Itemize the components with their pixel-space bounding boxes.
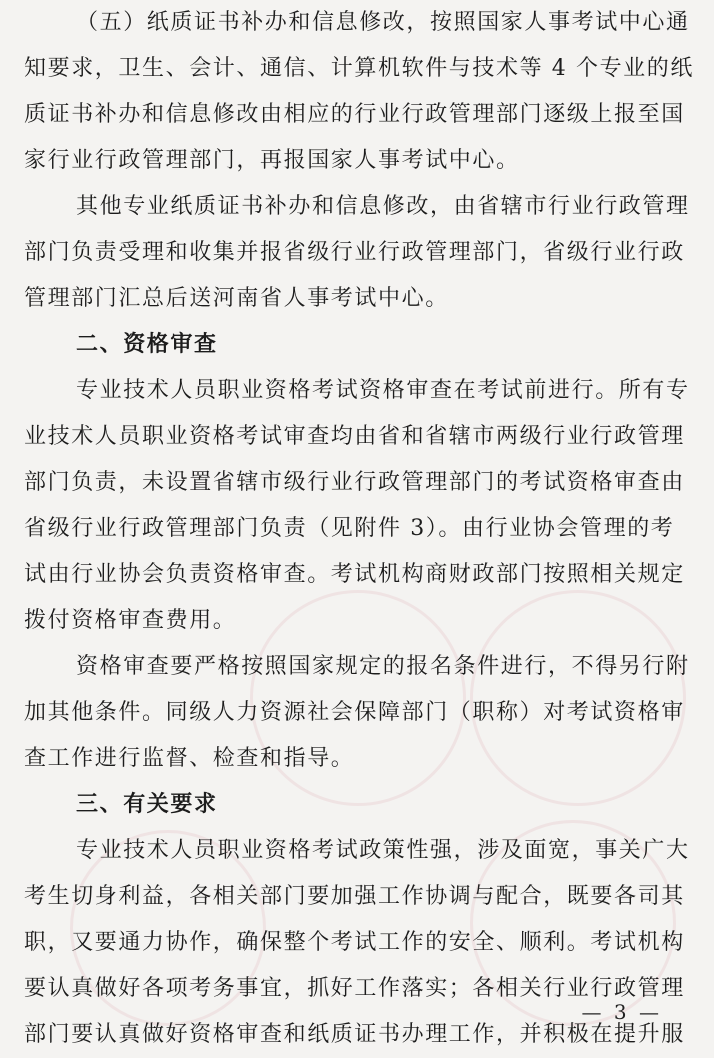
text-line: 职，又要通力协作，确保整个考试工作的安全、顺利。考试机构	[24, 930, 685, 955]
text-line: 知要求，卫生、会计、通信、计算机软件与技术等 4 个专业的纸	[24, 56, 694, 81]
text-line: 质证书补办和信息修改由相应的行业行政管理部门逐级上报至国	[24, 102, 685, 127]
text-line: 部门要认真做好资格审查和纸质证书办理工作，并积极在提升服	[24, 1022, 685, 1047]
text-line: 考生切身利益，各相关部门要加强工作协调与配合，既要各司其	[24, 884, 685, 909]
text-line: 省级行业行政管理部门负责（见附件 3）。由行业协会管理的考	[24, 516, 675, 541]
text-line: 专业技术人员职业资格考试资格审查在考试前进行。所有专	[76, 378, 690, 403]
text-line: 管理部门汇总后送河南省人事考试中心。	[24, 286, 449, 311]
text-line: 部门负责受理和收集并报省级行业行政管理部门，省级行业行政	[24, 240, 685, 265]
document-body	[24, 0, 696, 1058]
text-line: 要认真做好各项考务事宜，抓好工作落实；各相关行业行政管理	[24, 976, 685, 1001]
text-line: 部门负责，未设置省辖市级行业行政管理部门的考试资格审查由	[24, 470, 685, 495]
document-page	[24, 0, 696, 1058]
section-heading: 二、资格审查	[76, 332, 218, 357]
text-line: 资格审查要严格按照国家规定的报名条件进行，不得另行附	[76, 654, 690, 679]
text-line: （五）纸质证书补办和信息修改，按照国家人事考试中心通	[76, 10, 690, 35]
text-line: 业技术人员职业资格考试审查均由省和省辖市两级行业行政管理	[24, 424, 685, 449]
section-heading: 三、有关要求	[76, 792, 218, 817]
text-line: 专业技术人员职业资格考试政策性强，涉及面宽，事关广大	[76, 838, 690, 863]
text-line: 查工作进行监督、检查和指导。	[24, 746, 355, 771]
text-line: 其他专业纸质证书补办和信息修改，由省辖市行业行政管理	[76, 194, 690, 219]
page-number: — 3 —	[581, 1000, 662, 1024]
text-line: 加其他条件。同级人力资源社会保障部门（职称）对考试资格审	[24, 700, 685, 725]
text-line: 试由行业协会负责资格审查。考试机构商财政部门按照相关规定	[24, 562, 685, 587]
text-line: 拨付资格审查费用。	[24, 608, 237, 633]
text-line: 家行业行政管理部门，再报国家人事考试中心。	[24, 148, 520, 173]
